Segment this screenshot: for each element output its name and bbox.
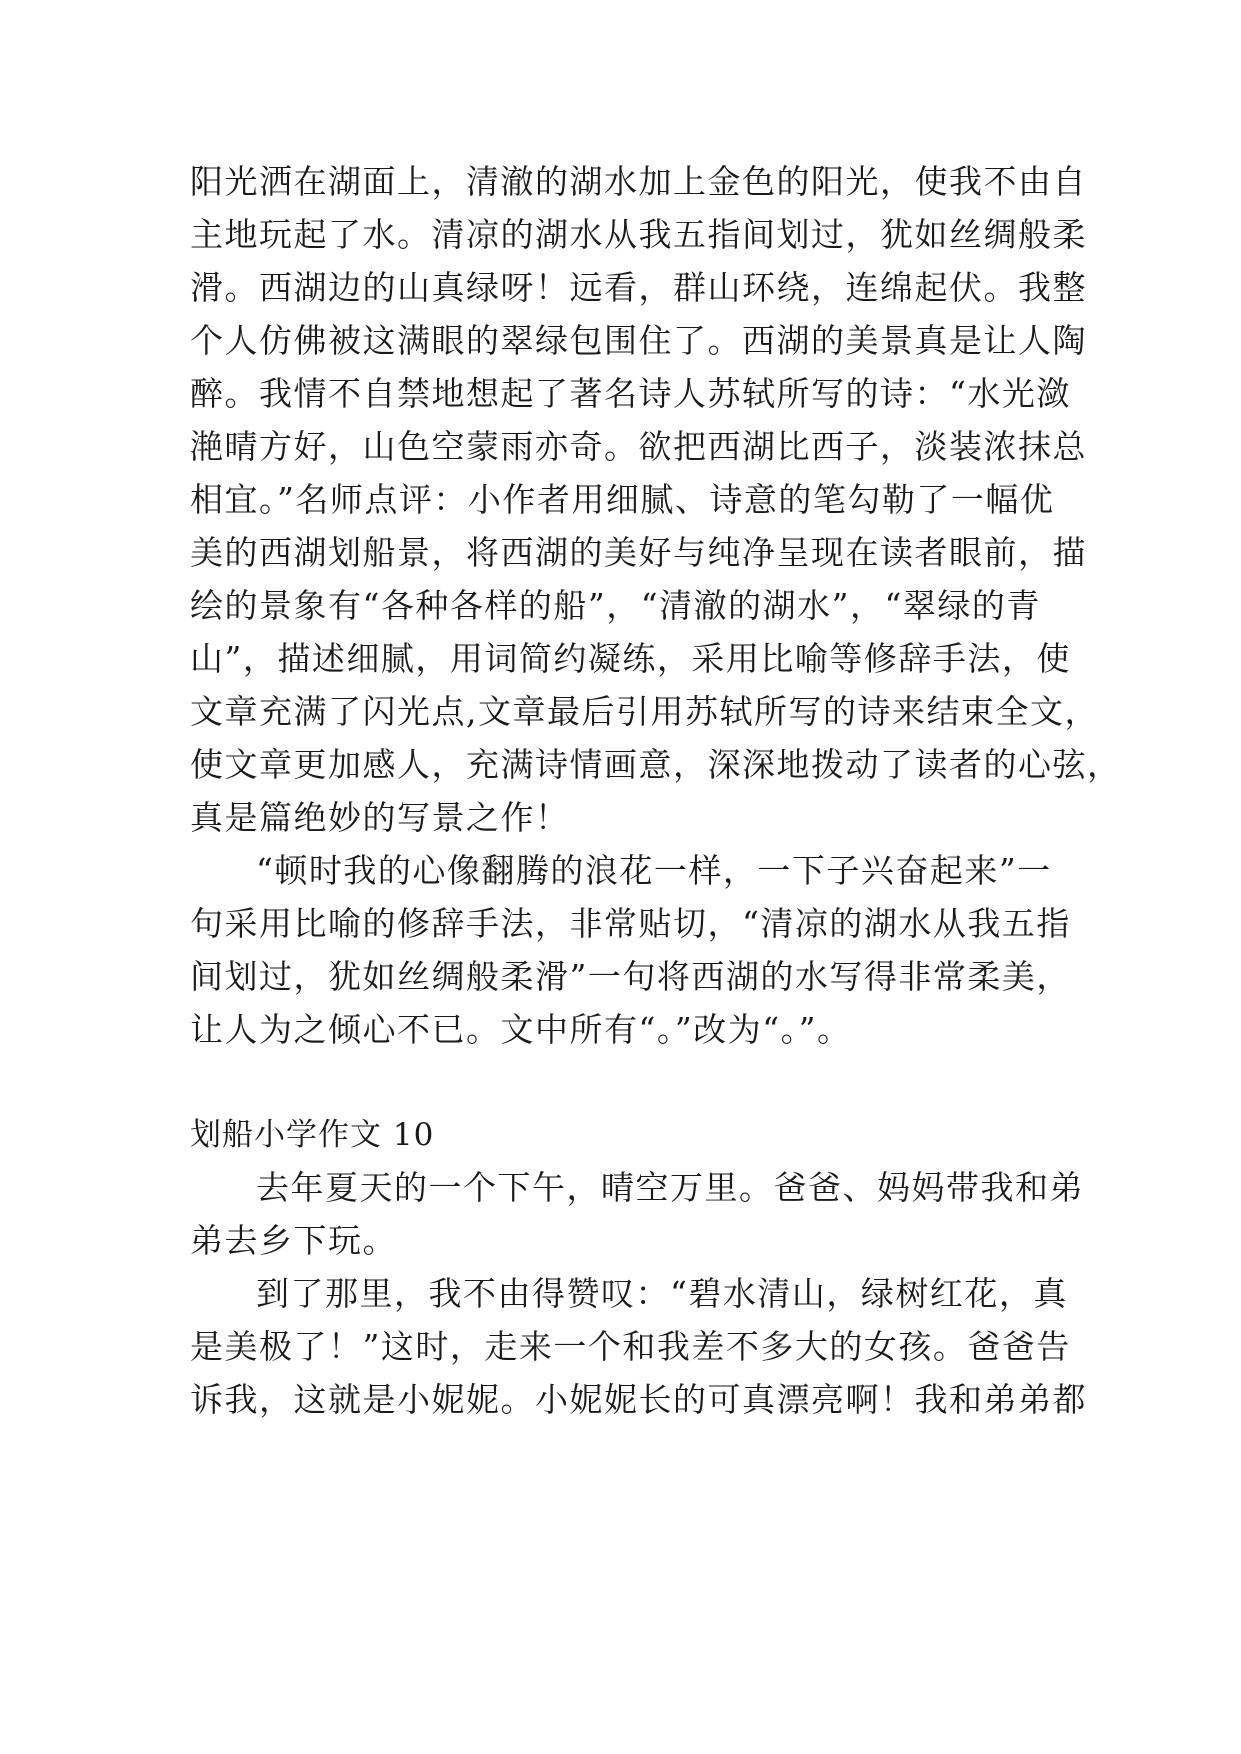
text-line: 个人仿佛被这满眼的翠绿包围住了。西湖的美景真是让人陶 xyxy=(190,321,1087,360)
text-line: 是美极了！”这时，走来一个和我差不多大的女孩。爸爸告 xyxy=(190,1327,1071,1366)
text-line: 山”，描述细腻，用词简约凝练，采用比喻等修辞手法，使 xyxy=(190,639,1071,678)
text-line: 间划过，犹如丝绸般柔滑”一句将西湖的水写得非常柔美， xyxy=(190,957,1071,996)
text-line: 相宜。”名师点评：小作者用细腻、诗意的笔勾勒了一幅优 xyxy=(190,480,1055,519)
text-line: “顿时我的心像翻腾的浪花一样，一下子兴奋起来”一 xyxy=(256,851,1052,890)
text-line: 醉。我情不自禁地想起了著名诗人苏轼所写的诗：“水光潋 xyxy=(190,374,1071,413)
text-line: 诉我，这就是小妮妮。小妮妮长的可真漂亮啊！我和弟弟都 xyxy=(190,1380,1087,1419)
text-line: 到了那里，我不由得赞叹：“碧水清山，绿树红花，真 xyxy=(256,1274,1068,1313)
text-line: 阳光洒在湖面上，清澈的湖水加上金色的阳光，使我不由自 xyxy=(190,162,1087,201)
text-line: 真是篇绝妙的写景之作！ xyxy=(190,798,570,837)
text-line: 弟去乡下玩。 xyxy=(190,1221,397,1260)
text-line: 绘的景象有“各种各样的船”，“清澈的湖水”，“翠绿的青 xyxy=(190,586,1041,625)
text-line: 滑。西湖边的山真绿呀！远看，群山环绕，连绵起伏。我整 xyxy=(190,268,1087,307)
text-line: 美的西湖划船景，将西湖的美好与纯净呈现在读者眼前，描 xyxy=(190,533,1087,572)
text-line: 滟晴方好，山色空蒙雨亦奇。欲把西湖比西子，淡装浓抹总 xyxy=(190,427,1087,466)
text-line: 文章充满了闪光点,文章最后引用苏轼所写的诗来结束全文， xyxy=(190,692,1099,731)
text-line: 让人为之倾心不已。文中所有“。”改为“。”。 xyxy=(190,1010,852,1049)
text-line: 使文章更加感人，充满诗情画意，深深地拨动了读者的心弦， xyxy=(190,745,1122,784)
text-line: 句采用比喻的修辞手法，非常贴切，“清凉的湖水从我五指 xyxy=(190,904,1071,943)
text-line: 主地玩起了水。清凉的湖水从我五指间划过，犹如丝绸般柔 xyxy=(190,215,1087,254)
text-line: 去年夏天的一个下午，晴空万里。爸爸、妈妈带我和弟 xyxy=(256,1168,1084,1207)
section-title: 划船小学作文 10 xyxy=(190,1117,435,1153)
